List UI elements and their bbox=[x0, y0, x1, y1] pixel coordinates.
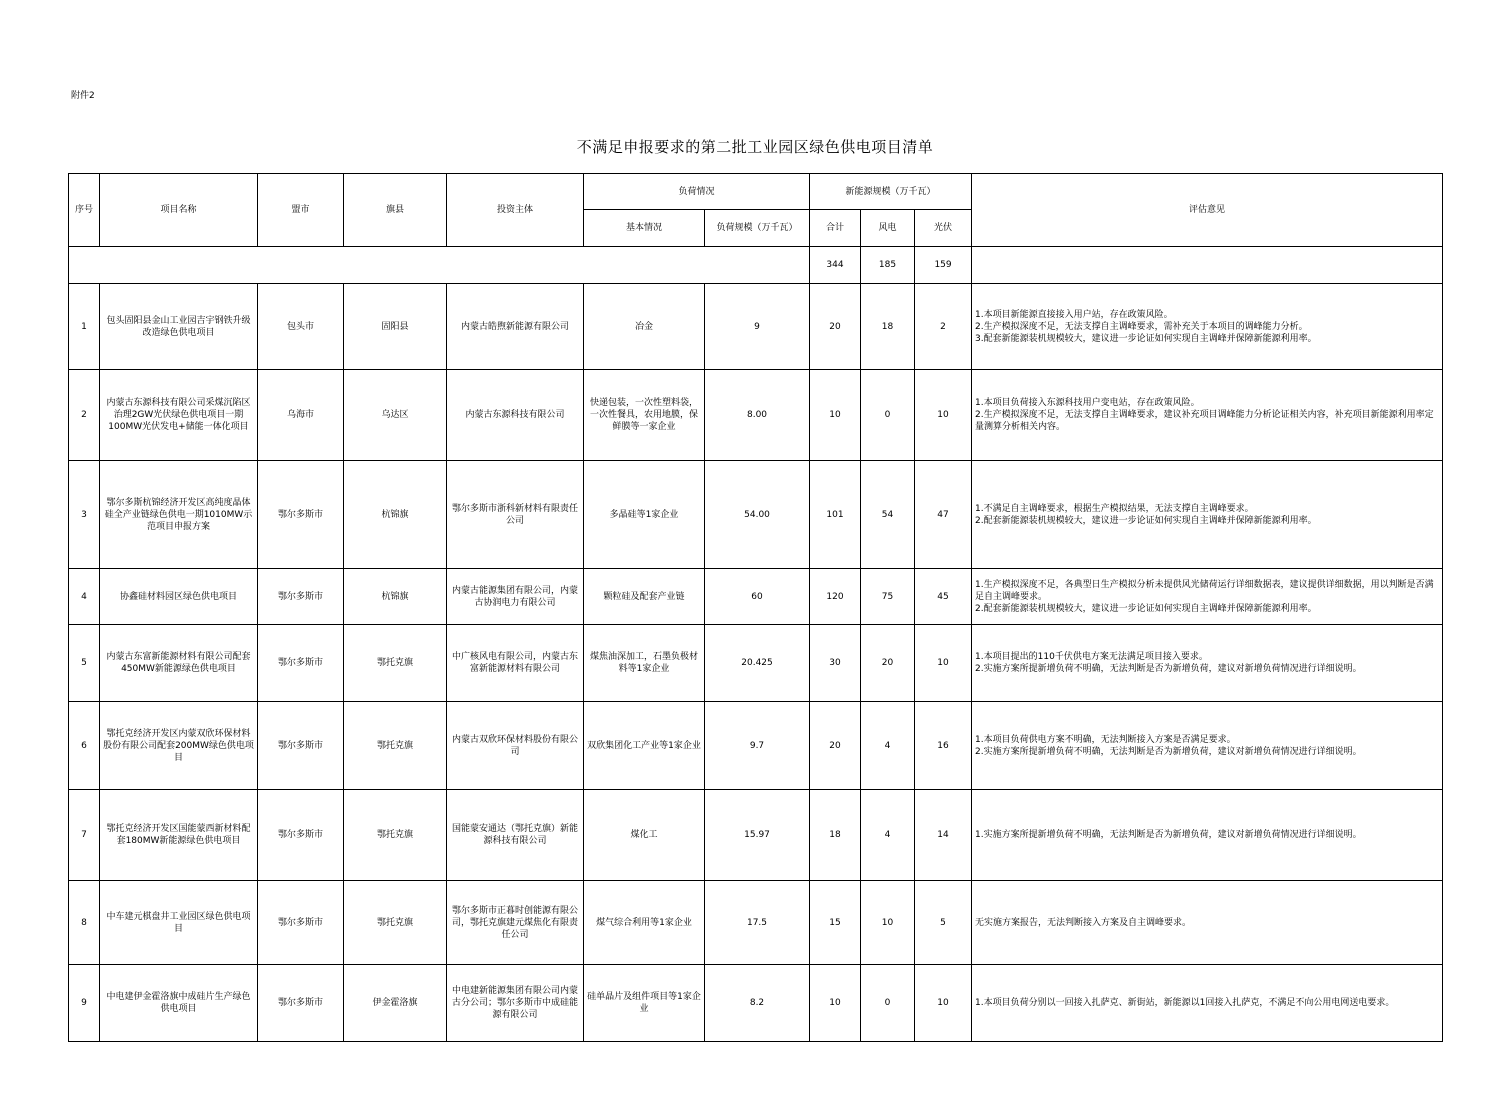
cell-investor: 鄂尔多斯市浙科新材料有限责任公司 bbox=[447, 461, 584, 569]
table-row bbox=[69, 569, 1443, 625]
cell-energy-wind: 54 bbox=[861, 461, 915, 569]
table-row bbox=[69, 284, 1443, 370]
header-county: 旗县 bbox=[344, 174, 447, 247]
cell-load-basic: 煤焦油深加工，石墨负极材料等1家企业 bbox=[584, 625, 705, 702]
cell-county: 鄂托克旗 bbox=[344, 702, 447, 790]
cell-load-basic: 硅单晶片及组件项目等1家企业 bbox=[584, 965, 705, 1042]
header-opinion: 评估意见 bbox=[972, 174, 1443, 247]
header-energy-solar: 光伏 bbox=[915, 210, 972, 247]
cell-seq: 2 bbox=[69, 370, 100, 461]
cell-county: 杭锦旗 bbox=[344, 461, 447, 569]
cell-seq: 5 bbox=[69, 625, 100, 702]
cell-load-scale: 20.425 bbox=[705, 625, 810, 702]
opinion-line: 2.生产模拟深度不足，无法支撑自主调峰要求，建议补充项目调峰能力分析论证相关内容，补充项目新能源利用率定量测算分析相关内容。 bbox=[975, 410, 1434, 432]
opinion-line: 1.生产模拟深度不足，各典型日生产模拟分析未提供风光储荷运行详细数据表，建议提供详细数据，用以判断是否满足自主调峰要求。 bbox=[975, 579, 1434, 602]
cell-energy-solar: 10 bbox=[915, 625, 972, 702]
table-row bbox=[69, 370, 1443, 461]
cell-energy-solar: 10 bbox=[915, 370, 972, 461]
cell-investor: 中电建新能源集团有限公司内蒙古分公司；鄂尔多斯市中成硅能源有限公司 bbox=[447, 965, 584, 1042]
cell-load-scale: 60 bbox=[705, 569, 810, 625]
project-table bbox=[68, 173, 1443, 1042]
cell-load-scale: 9 bbox=[705, 284, 810, 370]
cell-load-basic: 冶金 bbox=[584, 284, 705, 370]
opinion-line: 3.配套新能源装机规模较大，建议进一步论证如何实现自主调峰并保障新能源利用率。 bbox=[975, 333, 1317, 344]
cell-county: 杭锦旗 bbox=[344, 569, 447, 625]
header-load-basic: 基本情况 bbox=[584, 210, 705, 247]
header-seq: 序号 bbox=[69, 174, 100, 247]
cell-energy-wind: 4 bbox=[861, 790, 915, 881]
cell-energy-wind: 10 bbox=[861, 881, 915, 965]
cell-project-name: 鄂托克经济开发区内蒙双欣环保材料股份有限公司配套200MW绿色供电项目 bbox=[100, 702, 258, 790]
opinion-line: 2.配套新能源装机规模较大，建议进一步论证如何实现自主调峰并保障新能源利用率。 bbox=[975, 603, 1317, 614]
opinion-line: 1.本项目提出的110千伏供电方案无法满足项目接入要求。 bbox=[975, 652, 1208, 662]
table-row bbox=[69, 881, 1443, 965]
cell-opinion bbox=[972, 569, 1443, 625]
totals-wind: 185 bbox=[861, 247, 915, 284]
attachment-label: 附件2 bbox=[71, 91, 95, 101]
cell-load-basic: 煤气综合利用等1家企业 bbox=[584, 881, 705, 965]
cell-city: 包头市 bbox=[258, 284, 344, 370]
cell-load-scale: 8.2 bbox=[705, 965, 810, 1042]
totals-blank bbox=[69, 247, 810, 284]
cell-investor: 国能蒙安通达（鄂托克旗）新能源科技有限公司 bbox=[447, 790, 584, 881]
cell-city: 鄂尔多斯市 bbox=[258, 965, 344, 1042]
header-energy-total: 合计 bbox=[810, 210, 861, 247]
cell-energy-wind: 0 bbox=[861, 370, 915, 461]
totals-row bbox=[69, 247, 1443, 284]
cell-seq: 7 bbox=[69, 790, 100, 881]
cell-county: 鄂托克旗 bbox=[344, 625, 447, 702]
cell-city: 鄂尔多斯市 bbox=[258, 569, 344, 625]
cell-investor: 内蒙古双欣环保材料股份有限公司 bbox=[447, 702, 584, 790]
cell-energy-wind: 20 bbox=[861, 625, 915, 702]
header-city: 盟市 bbox=[258, 174, 344, 247]
opinion-line: 1.本项目负荷分别以一回接入扎萨克、新街站，新能源以1回接入扎萨克，不满足不向公用电网送电要求。 bbox=[975, 998, 1395, 1008]
opinion-line: 1.不满足自主调峰要求，根据生产模拟结果，无法支撑自主调峰要求。 bbox=[975, 503, 1254, 514]
cell-energy-total: 101 bbox=[810, 461, 861, 569]
cell-energy-wind: 4 bbox=[861, 702, 915, 790]
cell-project-name: 内蒙古东富新能源材料有限公司配套450MW新能源绿色供电项目 bbox=[100, 625, 258, 702]
opinion-line: 1.本项目负荷接入东源科技用户变电站，存在政策风险。 bbox=[975, 398, 1200, 408]
cell-energy-solar: 5 bbox=[915, 881, 972, 965]
table-row bbox=[69, 702, 1443, 790]
cell-county: 鄂托克旗 bbox=[344, 881, 447, 965]
cell-load-basic: 颗粒硅及配套产业链 bbox=[584, 569, 705, 625]
cell-energy-wind: 75 bbox=[861, 569, 915, 625]
cell-investor: 鄂尔多斯市正暮时创能源有限公司，鄂托克旗建元煤焦化有限责任公司 bbox=[447, 881, 584, 965]
table-row bbox=[69, 790, 1443, 881]
cell-energy-total: 15 bbox=[810, 881, 861, 965]
cell-city: 鄂尔多斯市 bbox=[258, 881, 344, 965]
header-name: 项目名称 bbox=[100, 174, 258, 247]
cell-energy-total: 10 bbox=[810, 965, 861, 1042]
header-load-scale: 负荷规模（万千瓦） bbox=[705, 210, 810, 247]
cell-seq: 4 bbox=[69, 569, 100, 625]
totals-opinion-blank bbox=[972, 247, 1443, 284]
opinion-line: 2.实施方案所提新增负荷不明确，无法判断是否为新增负荷，建议对新增负荷情况进行详细说明。 bbox=[975, 664, 1362, 674]
cell-energy-solar: 16 bbox=[915, 702, 972, 790]
cell-opinion bbox=[972, 284, 1443, 370]
table-row bbox=[69, 625, 1443, 702]
cell-city: 鄂尔多斯市 bbox=[258, 461, 344, 569]
header-energy-wind: 风电 bbox=[861, 210, 915, 247]
cell-energy-solar: 2 bbox=[915, 284, 972, 370]
cell-county: 鄂托克旗 bbox=[344, 790, 447, 881]
cell-investor: 内蒙古皓煦新能源有限公司 bbox=[447, 284, 584, 370]
cell-seq: 3 bbox=[69, 461, 100, 569]
cell-energy-total: 120 bbox=[810, 569, 861, 625]
table-row bbox=[69, 965, 1443, 1042]
cell-energy-solar: 47 bbox=[915, 461, 972, 569]
header-load-group: 负荷情况 bbox=[584, 174, 810, 210]
cell-load-scale: 15.97 bbox=[705, 790, 810, 881]
cell-opinion bbox=[972, 625, 1443, 702]
cell-energy-total: 30 bbox=[810, 625, 861, 702]
cell-project-name: 包头固阳县金山工业园吉宇钢铁升级改造绿色供电项目 bbox=[100, 284, 258, 370]
cell-load-scale: 54.00 bbox=[705, 461, 810, 569]
cell-load-basic: 煤化工 bbox=[584, 790, 705, 881]
cell-project-name: 中电建伊金霍洛旗中成硅片生产绿色供电项目 bbox=[100, 965, 258, 1042]
cell-load-scale: 17.5 bbox=[705, 881, 810, 965]
opinion-line: 1.本项目负荷供电方案不明确，无法判断接入方案是否满足要求。 bbox=[975, 734, 1236, 745]
cell-energy-total: 18 bbox=[810, 790, 861, 881]
cell-energy-total: 20 bbox=[810, 702, 861, 790]
totals-total: 344 bbox=[810, 247, 861, 284]
cell-energy-solar: 45 bbox=[915, 569, 972, 625]
cell-county: 乌达区 bbox=[344, 370, 447, 461]
page-title: 不满足申报要求的第二批工业园区绿色供电项目清单 bbox=[576, 138, 934, 156]
cell-energy-wind: 0 bbox=[861, 965, 915, 1042]
cell-opinion bbox=[972, 881, 1443, 965]
cell-load-basic: 双欣集团化工产业等1家企业 bbox=[584, 702, 705, 790]
cell-seq: 9 bbox=[69, 965, 100, 1042]
header-energy-group: 新能源规模（万千瓦） bbox=[810, 174, 972, 210]
cell-city: 乌海市 bbox=[258, 370, 344, 461]
cell-seq: 1 bbox=[69, 284, 100, 370]
cell-energy-total: 10 bbox=[810, 370, 861, 461]
cell-county: 固阳县 bbox=[344, 284, 447, 370]
cell-seq: 6 bbox=[69, 702, 100, 790]
opinion-line: 1.实施方案所提新增负荷不明确，无法判断是否为新增负荷，建议对新增负荷情况进行详细说明。 bbox=[975, 830, 1362, 840]
opinion-line: 2.实施方案所提新增负荷不明确，无法判断是否为新增负荷，建议对新增负荷情况进行详细说明。 bbox=[975, 746, 1362, 757]
opinion-line: 2.配套新能源装机规模较大，建议进一步论证如何实现自主调峰并保障新能源利用率。 bbox=[975, 515, 1317, 526]
cell-energy-solar: 14 bbox=[915, 790, 972, 881]
opinion-line: 2.生产模拟深度不足，无法支撑自主调峰要求，需补充关于本项目的调峰能力分析。 bbox=[975, 321, 1308, 332]
cell-investor: 内蒙古能源集团有限公司，内蒙古协润电力有限公司 bbox=[447, 569, 584, 625]
cell-project-name: 协鑫硅材料园区绿色供电项目 bbox=[100, 569, 258, 625]
cell-opinion bbox=[972, 790, 1443, 881]
cell-county: 伊金霍洛旗 bbox=[344, 965, 447, 1042]
cell-project-name: 鄂托克经济开发区国能蒙西新材料配套180MW新能源绿色供电项目 bbox=[100, 790, 258, 881]
cell-investor: 中广核风电有限公司，内蒙古东富新能源材料有限公司 bbox=[447, 625, 584, 702]
cell-project-name: 中车建元棋盘井工业园区绿色供电项目 bbox=[100, 881, 258, 965]
cell-opinion bbox=[972, 370, 1443, 461]
cell-city: 鄂尔多斯市 bbox=[258, 702, 344, 790]
cell-load-basic: 多晶硅等1家企业 bbox=[584, 461, 705, 569]
cell-project-name: 鄂尔多斯杭锦经济开发区高纯度晶体硅全产业链绿色供电一期1010MW示范项目申报方案 bbox=[100, 461, 258, 569]
opinion-line: 无实施方案报告，无法判断接入方案及自主调峰要求。 bbox=[975, 917, 1192, 928]
cell-opinion bbox=[972, 461, 1443, 569]
cell-energy-solar: 10 bbox=[915, 965, 972, 1042]
cell-project-name: 内蒙古东源科技有限公司采煤沉陷区治理2GW光伏绿色供电项目一期100MW光伏发电+储能一体化项目 bbox=[100, 370, 258, 461]
cell-load-scale: 8.00 bbox=[705, 370, 810, 461]
cell-opinion bbox=[972, 702, 1443, 790]
totals-solar: 159 bbox=[915, 247, 972, 284]
cell-energy-total: 20 bbox=[810, 284, 861, 370]
cell-load-scale: 9.7 bbox=[705, 702, 810, 790]
table-row bbox=[69, 461, 1443, 569]
header-row-1 bbox=[69, 174, 1443, 210]
cell-seq: 8 bbox=[69, 881, 100, 965]
cell-energy-wind: 18 bbox=[861, 284, 915, 370]
cell-opinion bbox=[972, 965, 1443, 1042]
cell-city: 鄂尔多斯市 bbox=[258, 625, 344, 702]
cell-load-basic: 快递包装，一次性塑料袋，一次性餐具，农用地膜，保鲜膜等一家企业 bbox=[584, 370, 705, 461]
cell-city: 鄂尔多斯市 bbox=[258, 790, 344, 881]
opinion-line: 1.本项目新能源直接接入用户站，存在政策风险。 bbox=[975, 309, 1173, 320]
header-investor: 投资主体 bbox=[447, 174, 584, 247]
cell-investor: 内蒙古东源科技有限公司 bbox=[447, 370, 584, 461]
